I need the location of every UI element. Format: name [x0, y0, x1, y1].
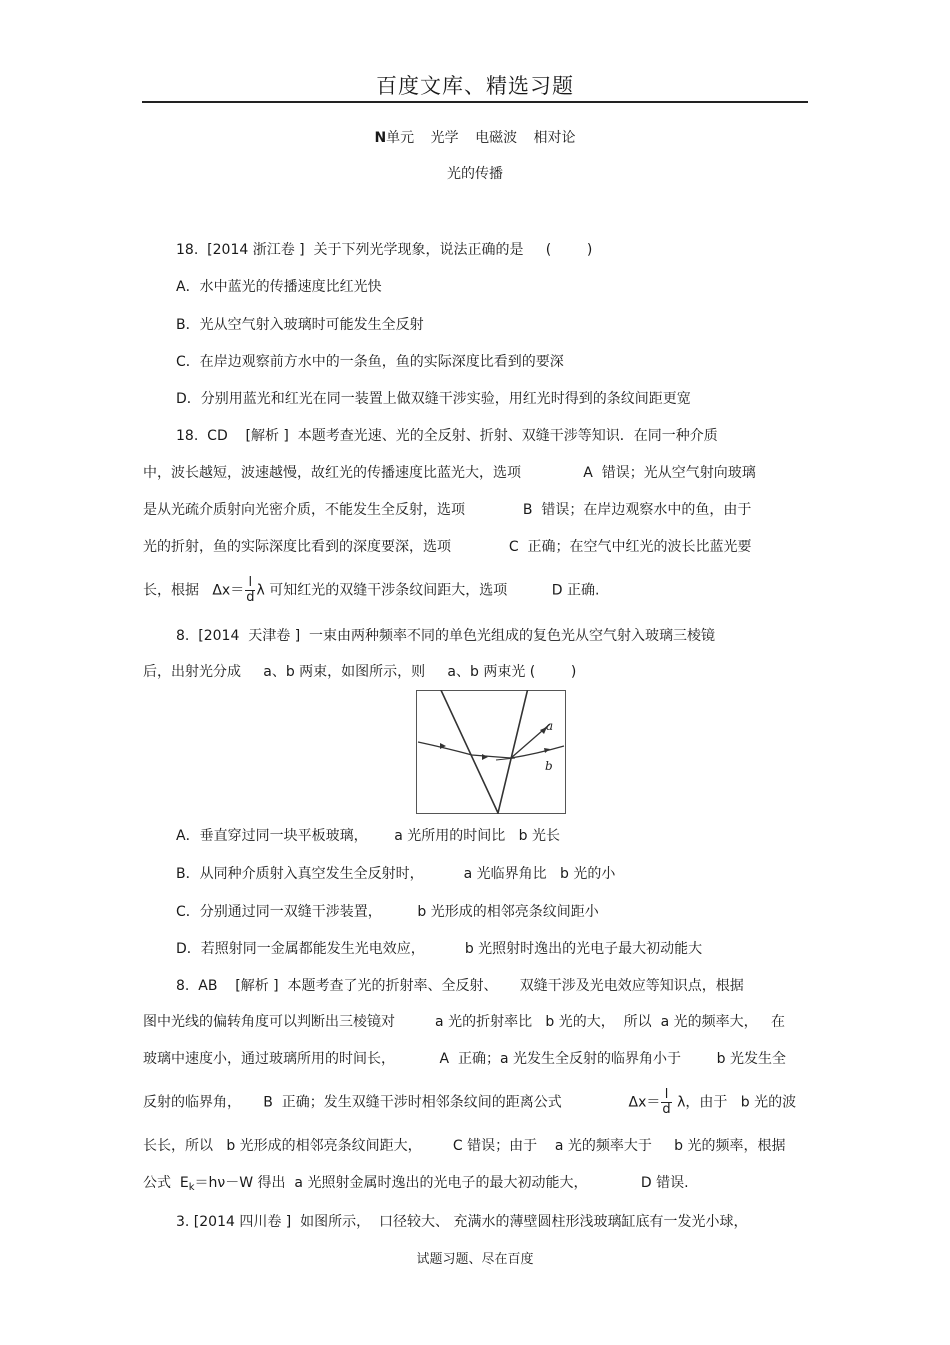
- q8-stem-line: 后，出射光分成 a、b 两束，如图所示，则 a、b 两束光 ( ): [143, 664, 577, 680]
- fraction-numerator: l: [661, 1088, 671, 1103]
- q8-answer-line: 玻璃中速度小，通过玻璃所用的时间长， A 正确；a 光发生全反射的临界角小于 b 光发生全: [143, 1051, 786, 1067]
- q18-answer-line: 是从光疏介质射向光密介质，不能发生全反射，选项 B 错误；在岸边观察水中的鱼，由于: [143, 502, 752, 518]
- q8-option-a: A．垂直穿过同一块平板玻璃， a 光所用的时间比 b 光长: [176, 828, 560, 844]
- q8-answer-text: 公式 E: [143, 1175, 189, 1191]
- q18-answer-line: 18. CD [解析 ] 本题考查光速、光的全反射、折射、双缝干涉等知识．在同一种介质: [176, 428, 718, 444]
- q18-answer-line: 光的折射，鱼的实际深度比看到的深度要深，选项 C 正确；在空气中红光的波长比蓝光要: [143, 539, 752, 555]
- chapter-topic: 光学: [430, 130, 459, 146]
- q8-option-b: B．从同种介质射入真空发生全反射时， a 光临界角比 b 光的小: [176, 866, 616, 882]
- q18-answer-formula-line: [143, 576, 599, 605]
- q8-option-d: D．若照射同一金属都能发生光电效应， b 光照射时逸出的光电子最大初动能大: [176, 941, 703, 957]
- fraction-numerator: l: [245, 576, 255, 591]
- fraction-denominator: d: [246, 590, 255, 605]
- q18-option-d: D．分别用蓝光和红光在同一装置上做双缝干涉实验，用红光时得到的条纹间距更宽: [176, 391, 691, 407]
- chapter-heading: [0, 127, 950, 147]
- q8-answer-text: 反射的临界角， B 正确；发生双缝干涉时相邻条纹间的距离公式 Δx＝: [143, 1094, 661, 1111]
- q3-stem: 3. [2014 四川卷 ] 如图所示， 口径较大、 充满水的薄壁圆柱形浅玻璃缸底有一发光小球，: [176, 1214, 748, 1230]
- q8-answer-line: 图中光线的偏转角度可以判断出三棱镜对 a 光的折射率比 b 光的大， 所以 a 光的频率大， 在: [143, 1014, 785, 1030]
- label-a: a: [546, 719, 554, 733]
- q8-answer-text: λ，由于 b 光的波: [672, 1094, 797, 1111]
- page-footer: 试题习题、尽在百度: [416, 1252, 534, 1267]
- page-header-title: 百度文库、精选习题: [376, 74, 574, 98]
- q18-answer-text: λ 可知红光的双缝干涉条纹间距大，选项 D 正确.: [256, 582, 600, 599]
- fraction-l-over-d: [661, 1088, 671, 1117]
- q18-answer-text: 长，根据 Δx＝: [143, 582, 245, 599]
- q18-stem: 18. [2014 浙江卷 ] 关于下列光学现象，说法正确的是 ( ): [176, 242, 593, 258]
- header-rule: [142, 101, 808, 103]
- q18-answer-line: 中，波长越短，波速越慢，故红光的传播速度比蓝光大，选项 A 错误；光从空气射向玻璃: [143, 465, 756, 481]
- prism-figure: [416, 690, 566, 814]
- chapter-topic: 相对论: [533, 130, 576, 146]
- subscript-k: k: [188, 1182, 195, 1193]
- q8-answer-formula-line: [143, 1088, 796, 1117]
- q8-answer-formula-line: [143, 1173, 689, 1198]
- chapter-code: N: [374, 130, 387, 146]
- chapter-name: 单元: [386, 130, 415, 146]
- q8-option-c: C．分别通过同一双缝干涉装置， b 光形成的相邻亮条纹间距小: [176, 904, 599, 920]
- q8-answer-line: 8. AB [解析 ] 本题考查了光的折射率、全反射、 双缝干涉及光电效应等知识点，根据: [176, 978, 744, 994]
- q18-option-a: A．水中蓝光的传播速度比红光快: [176, 279, 382, 295]
- fraction-denominator: d: [662, 1102, 671, 1117]
- q8-stem-line: 8. [2014 天津卷 ] 一束由两种频率不同的单色光组成的复色光从空气射入玻璃三棱镜: [176, 628, 716, 644]
- q8-answer-line: 长长，所以 b 光形成的相邻亮条纹间距大， C 错误；由于 a 光的频率大于 b 光的频率，根据: [143, 1138, 786, 1154]
- q8-answer-text: ＝hν－W 得出 a 光照射金属时逸出的光电子的最大初动能大， D 错误.: [194, 1175, 689, 1191]
- label-b: b: [545, 759, 553, 773]
- section-title: 光的传播: [447, 166, 503, 182]
- q18-option-b: B．光从空气射入玻璃时可能发生全反射: [176, 317, 424, 333]
- chapter-topic: 电磁波: [475, 130, 518, 146]
- fraction-l-over-d: [245, 576, 255, 605]
- q18-option-c: C．在岸边观察前方水中的一条鱼，鱼的实际深度比看到的要深: [176, 354, 564, 370]
